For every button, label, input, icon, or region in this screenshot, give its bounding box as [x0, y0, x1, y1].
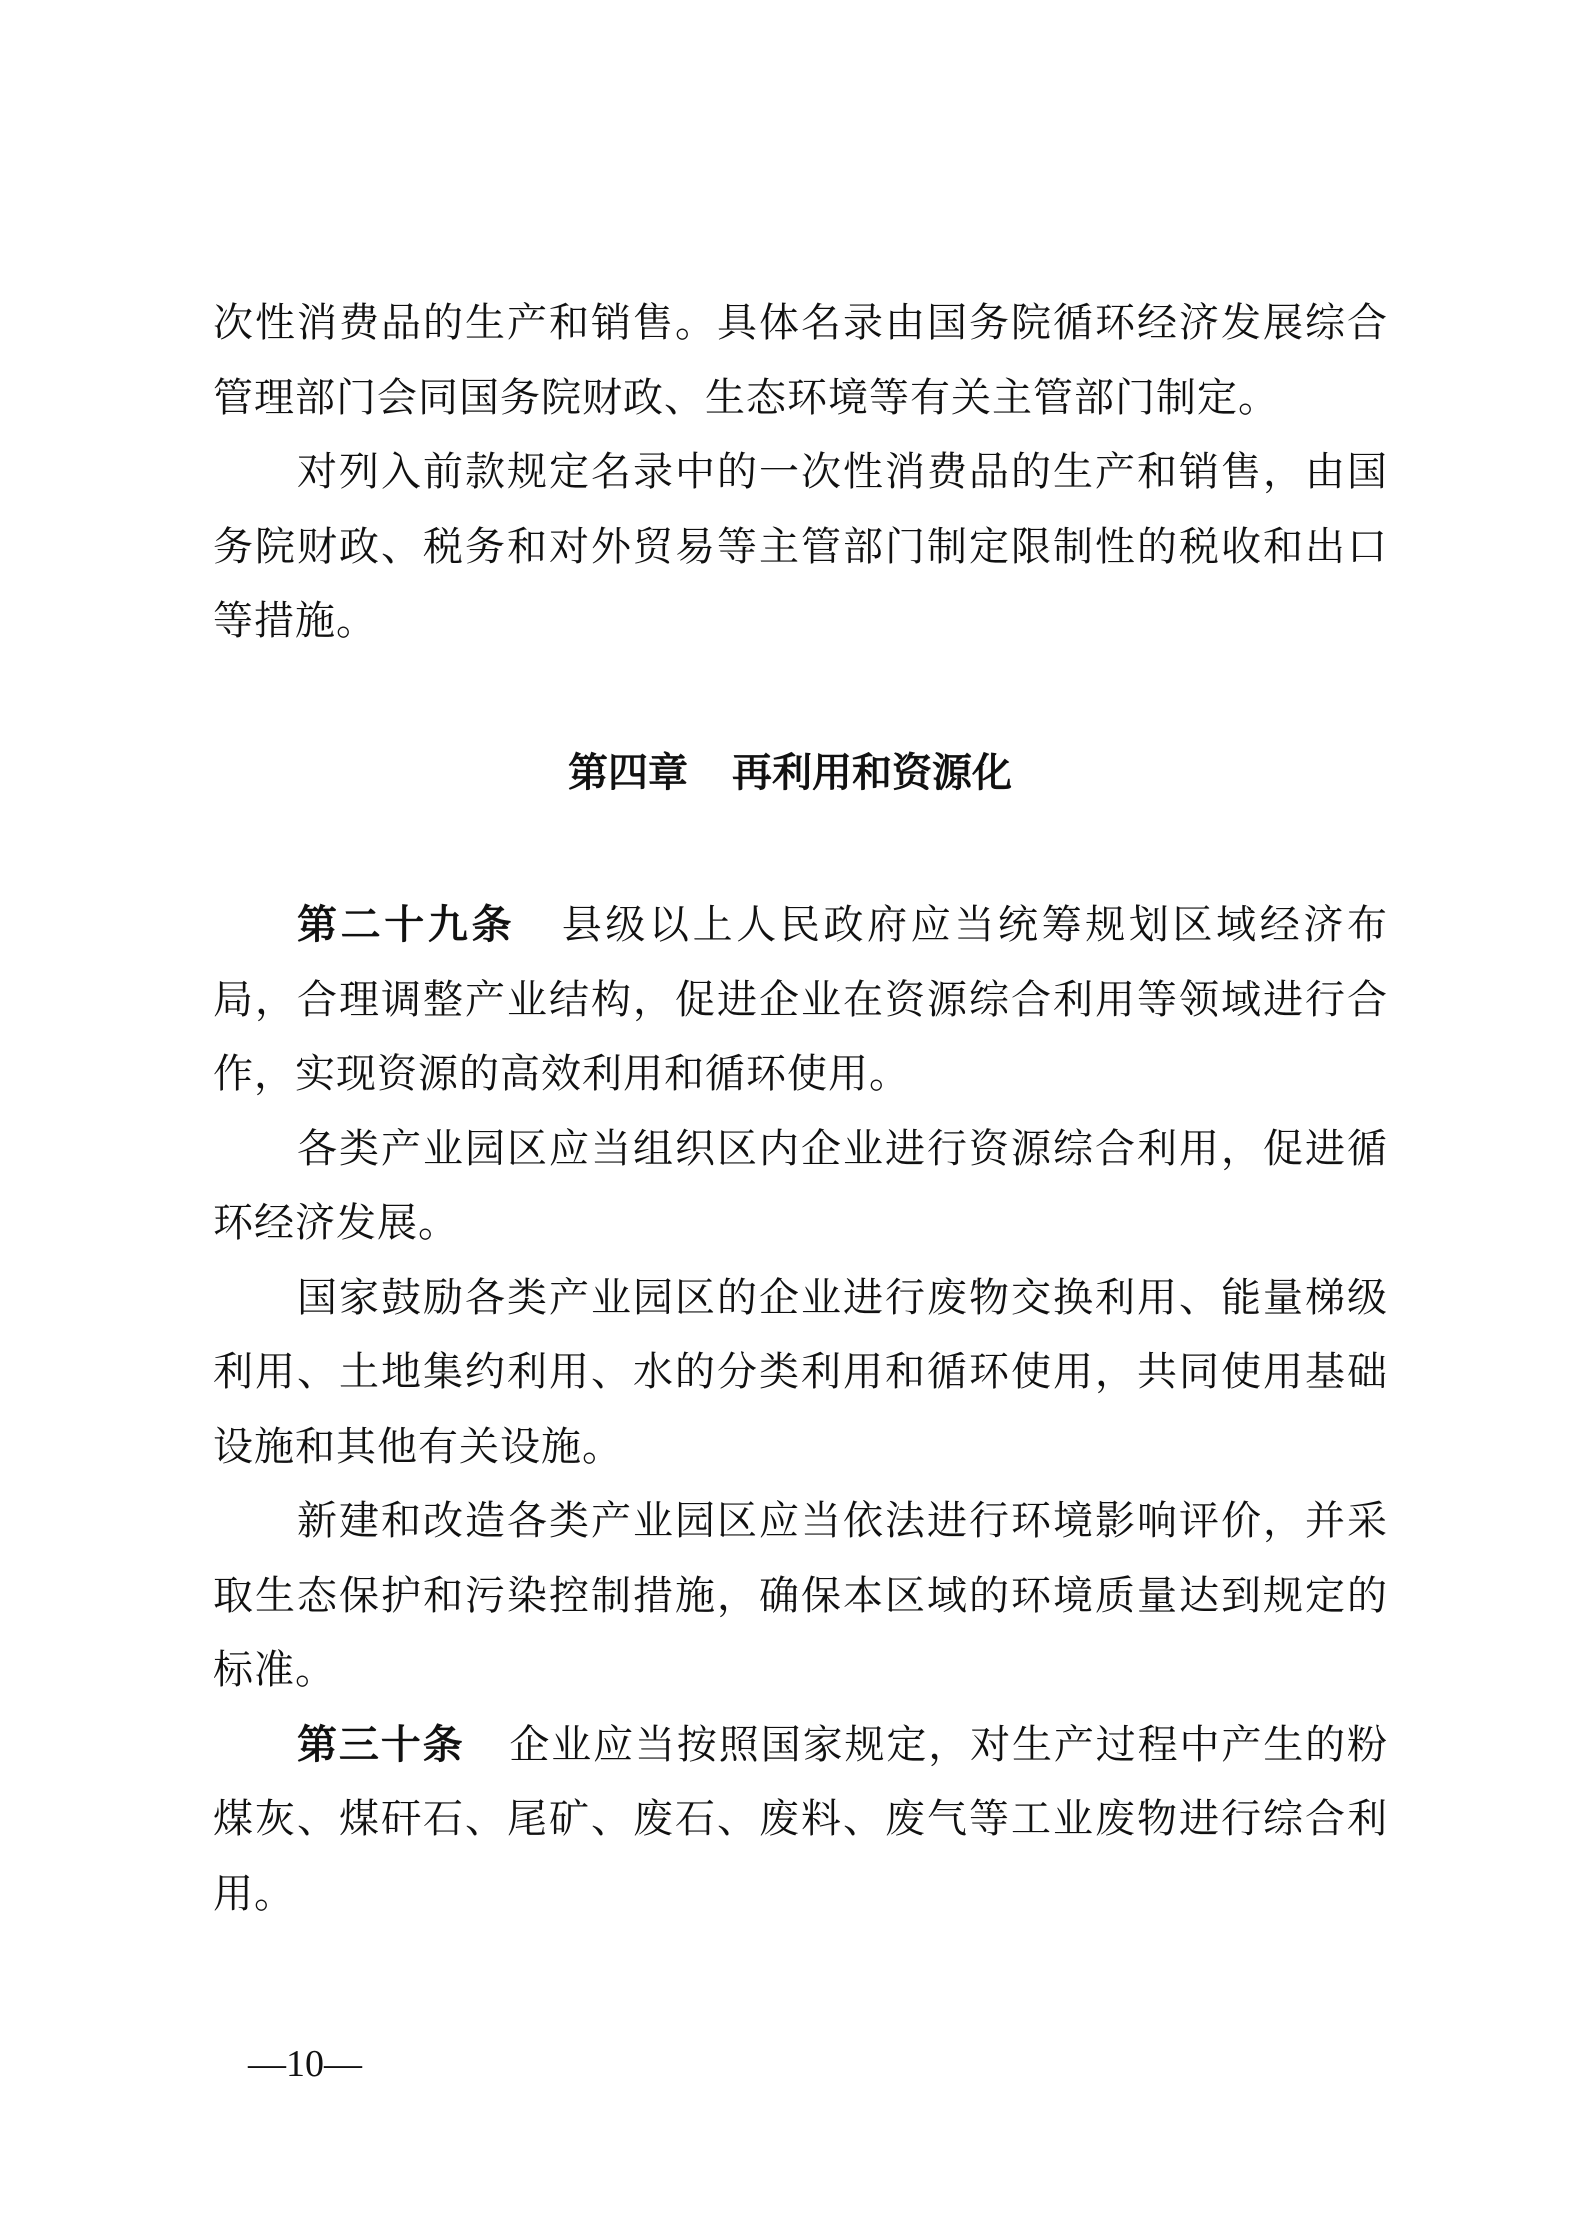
- article-29-section: [213, 888, 1388, 1931]
- article-29-number: 第二十九条: [297, 902, 516, 948]
- article-30-number: 第三十条: [297, 1721, 465, 1768]
- article-29-paragraph-3: 国家鼓励各类产业园区的企业进行废物交换利用、能量梯级利用、土地集约利用、水的分类利用和循环使用，共同使用基础设施和其他有关设施。: [213, 1274, 1388, 1470]
- article-29-paragraph-1: [213, 888, 1388, 1112]
- chapter-heading: [0, 736, 1580, 810]
- intro-section: [213, 286, 1388, 659]
- chapter-number: 第四章: [568, 750, 688, 796]
- intro-paragraph-2: 对列入前款规定名录中的一次性消费品的生产和销售，由国务院财政、税务和对外贸易等主管部门制定限制性的税收和出口等措施。: [213, 449, 1388, 644]
- article-30-text: 企业应当按照国家规定，对生产过程中产生的粉煤灰、煤矸石、尾矿、废石、废料、废气等工业废物进行综合利用。: [213, 1721, 1389, 1917]
- article-29-paragraph-4: 新建和改造各类产业园区应当依法进行环境影响评价，并采取生态保护和污染控制措施，确保本区域的环境质量达到规定的标准。: [213, 1498, 1388, 1693]
- chapter-title: 再利用和资源化: [732, 750, 1012, 796]
- intro-paragraph-1: 次性消费品的生产和销售。具体名录由国务院循环经济发展综合管理部门会同国务院财政、生态环境等有关主管部门制定。: [213, 300, 1388, 421]
- article-29-text: 县级以上人民政府应当统筹规划区域经济布局，合理调整产业结构，促进企业在资源综合利用等领域进行合作，实现资源的高效利用和循环使用。: [213, 902, 1388, 1097]
- article-29-paragraph-2: 各类产业园区应当组织区内企业进行资源综合利用，促进循环经济发展。: [213, 1125, 1388, 1246]
- article-30-paragraph-1: [213, 1708, 1388, 1932]
- page-number: —10—: [248, 2043, 362, 2085]
